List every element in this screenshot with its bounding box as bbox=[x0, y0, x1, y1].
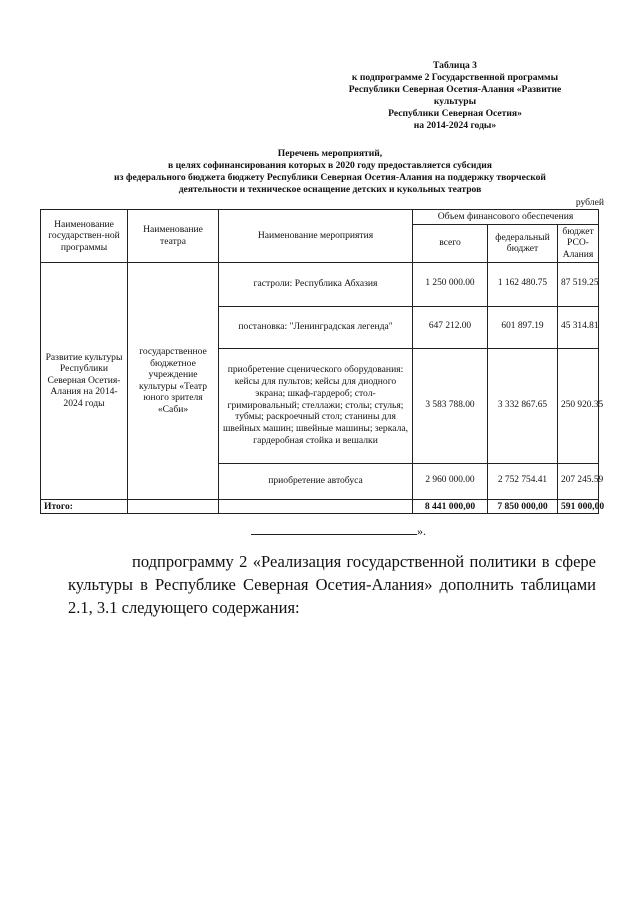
value-regional: 207 245.59 bbox=[558, 463, 599, 499]
annex-line: культуры bbox=[433, 96, 477, 107]
closing-quote: ». bbox=[417, 524, 426, 538]
value-regional: 45 314.81 bbox=[558, 306, 599, 348]
value-regional: 87 519.25 bbox=[558, 262, 599, 306]
financing-table bbox=[40, 209, 605, 514]
value-total: 1 250 000.00 bbox=[413, 262, 488, 306]
value-federal: 2 752 754.41 bbox=[488, 463, 558, 499]
empty-cell bbox=[128, 499, 219, 514]
header-federal: федеральный бюджет bbox=[488, 224, 558, 262]
empty-cell bbox=[219, 499, 413, 514]
table-title bbox=[60, 148, 600, 196]
title-line: деятельности и техническое оснащение детских и кукольных театров bbox=[178, 184, 482, 195]
header-financing: Объем финансового обеспечения bbox=[413, 210, 599, 225]
value-total: 2 960 000.00 bbox=[413, 463, 488, 499]
header-program: Наименование государствен-ной программы bbox=[41, 210, 128, 263]
theatre-name: государственное бюджетное учреждение культуры «Театр юного зрителя «Саби» bbox=[128, 262, 219, 499]
program-name: Развитие культуры Республики Северная Осетия-Алания на 2014-2024 годы bbox=[41, 262, 128, 499]
header-event: Наименование мероприятия bbox=[219, 210, 413, 263]
title-line: в целях софинансирования которых в 2020 году предоставляется субсидия bbox=[168, 160, 492, 171]
annex-line: Республики Северная Осетия-Алания «Развитие bbox=[348, 84, 562, 95]
total-regional: 591 000,00 bbox=[558, 499, 599, 514]
totals-row bbox=[41, 499, 599, 514]
table-row bbox=[41, 262, 599, 306]
annex-header bbox=[330, 60, 580, 132]
title-line: Перечень мероприятий, bbox=[277, 148, 383, 159]
title-line: из федерального бюджета бюджету Республики Северная Осетия-Алания на поддержку творческой bbox=[114, 172, 546, 183]
total-federal: 7 850 000,00 bbox=[488, 499, 558, 514]
annex-line: Республики Северная Осетия» bbox=[388, 108, 522, 119]
value-federal: 3 332 867.65 bbox=[488, 348, 558, 463]
header-regional: бюджет РСО-Алания bbox=[558, 224, 599, 262]
event-name: приобретение автобуса bbox=[219, 463, 413, 499]
signature-line bbox=[251, 524, 417, 535]
value-regional: 250 920.35 bbox=[558, 348, 599, 463]
event-name: приобретение сценического оборудования: кейсы для пультов; кейсы для диодного экрана; шкаф-гардероб; стол-гримировальный; стеллажи; столы; стулья; тубмы; раскроечный стол; станины для швейных машин; швейные машины; зеркала, гардеробная стойка и вешалки bbox=[219, 348, 413, 463]
event-name: постановка: "Ленинградская легенда" bbox=[219, 306, 413, 348]
amendment-paragraph: подпрограмму 2 «Реализация государственной политики в сфере культуры в Республике Северная Осетия-Алания» дополнить таблицами 2.1, 3.1 следующего содержания: bbox=[68, 552, 596, 617]
event-name: гастроли: Республика Абхазия bbox=[219, 262, 413, 306]
annex-line: к подпрограмме 2 Государственной программы bbox=[351, 72, 559, 83]
totals-label: Итого: bbox=[41, 499, 128, 514]
header-theatre: Наименование театра bbox=[128, 210, 219, 263]
annex-line: Таблица 3 bbox=[433, 60, 477, 71]
header-total: всего bbox=[413, 224, 488, 262]
total-all: 8 441 000,00 bbox=[413, 499, 488, 514]
currency-unit: рублей bbox=[575, 197, 604, 208]
value-federal: 1 162 480.75 bbox=[488, 262, 558, 306]
closing-mark bbox=[251, 524, 426, 539]
value-federal: 601 897.19 bbox=[488, 306, 558, 348]
value-total: 3 583 788.00 bbox=[413, 348, 488, 463]
value-total: 647 212.00 bbox=[413, 306, 488, 348]
annex-line: на 2014-2024 годы» bbox=[413, 120, 497, 131]
